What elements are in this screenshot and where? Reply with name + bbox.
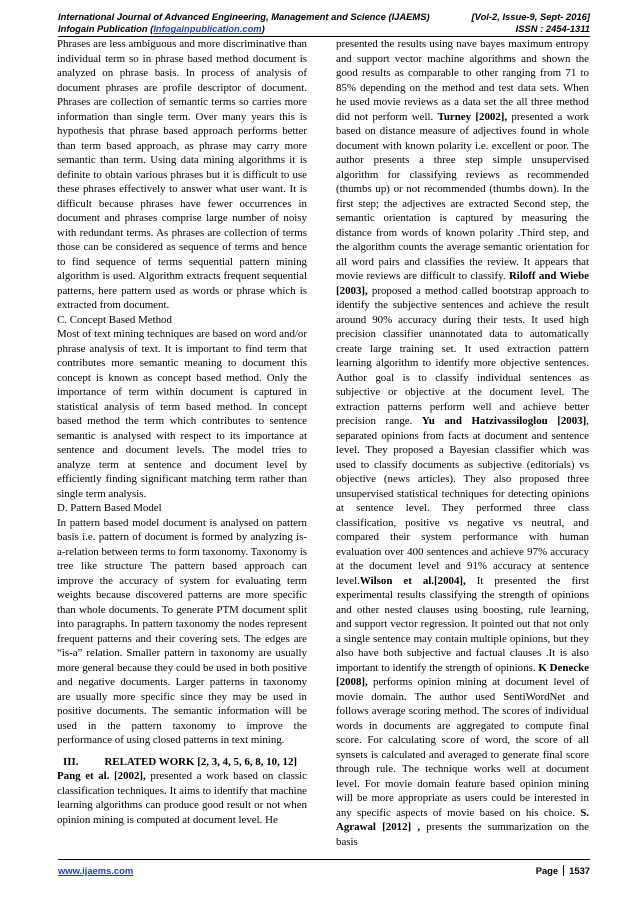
text-run: presented the results using nave bayes maximum entropy and support vector machine algorithms and shown the good results as comparable to other ranging from 71 to 85% depending on the method and test data sets. When he used movie reviews as a data set the all three method did not perform well. — [336, 38, 589, 123]
issn: ISSN : 2454-1311 — [515, 23, 590, 34]
website-link[interactable]: www.ijaems.com — [58, 865, 134, 876]
section-number: III. — [63, 755, 79, 768]
citation-wilson: Wilson et al.[2004], — [359, 574, 466, 587]
paragraph-related-work-continued — [336, 37, 589, 849]
citation-riloff-wiebe: Riloff and Wiebe [2003], — [336, 270, 589, 297]
text-run: presents the summarization on the basis — [336, 821, 589, 848]
section-gap — [57, 748, 307, 755]
journal-title: International Journal of Advanced Engineering, Management and Science (IJAEMS) — [58, 11, 430, 22]
publisher — [58, 23, 265, 35]
publisher-prefix: Infogain Publication ( — [58, 23, 154, 34]
paragraph-related-work — [57, 769, 307, 827]
paragraph-pattern-based: In pattern based model document is analysed on pattern basis i.e. pattern of document is formed by analyzing is-a-relation between terms to form taxonomy. Taxonomy is tree like structure The pattern based approach can improve the accuracy of system for evaluating term weights because discovered patterns are more specific than whole documents. To generate PTM document split into paragraphs. In pattern taxonomy the nodes represent frequent patterns and their covering sets. The edges are “is-a” relation. Smaller pattern in taxonomy are usually more general because they could be used in both positive and negative documents. Larger patterns in taxonomy are usually more specific since they may be used in positive documents. The semantic information will be used in the pattern taxonomy to improve the performance of using closed patterns in text mining. — [57, 516, 307, 746]
page-divider — [563, 865, 564, 876]
text-run: It presented the first experimental results classifying the strength of opinions and other nested clauses using boosting, rule learning, and support vector regression. It pointed out that not only a single sentence may contain multiple opinions, but they also have both subjective and factual clauses .It is also important to identify the strength of opinions. — [336, 574, 589, 674]
citation-pang: Pang et al. [2002], — [57, 770, 146, 782]
citation-denecke: K Denecke [2008], — [336, 661, 589, 688]
page-number: 1537 — [569, 865, 590, 876]
volume-issue: [Vol-2, Issue-9, Sept- 2016] — [471, 11, 590, 22]
heading-related-work — [57, 755, 307, 770]
right-column — [336, 37, 589, 849]
page-indicator — [536, 865, 590, 877]
text-run: performs opinion mining at document level of movie domain. The author used SentiWordNet and follows average scoring method. The scores of individual words in documents are aggregated to compute final score. For calculating score of word, the score of all synsets is calculated and averaged to generate final score through rule. The technique works well at document level. For movie domain feature based opinion mining will be more appropriate as users could be interested in any specific aspects of movie based on his choice. — [336, 676, 589, 819]
left-column — [57, 37, 307, 827]
paragraph-concept-based: Most of text mining techniques are based on word and/or phrase analysis of text. It is important to find term that contributes more semantic meaning to document this concept is known as concept based method. Only the importance of term within document is captured in statistical analysis of term based method. In concept based method the term which contributes to sentence semantic is analysed with respect to its importance at sentence and document levels. The model tries to analyze term at sentence and document level by efficiently finding significant matching term rather than single term analysis. — [57, 328, 307, 500]
related-work-text: presented a work based on classic classification techniques. It aims to identify that machine learning algorithms can produce good result or not when opinion mining is computed at document level. He — [57, 770, 308, 826]
paragraph-phrase-based: Phrases are less ambiguous and more discriminative than individual term so in phrase based method document is analyzed on phrase basis. In process of analysis of document phrases are profile descriptor of document. Phrases are collection of semantic terms so carries more information than single term. Over many years this is hypothesis that phrase based approach performs better than term based approach, as phrase may carry more semantic than term. Using data mining algorithms it is definite to obtain various phrases but it is difficult to use these phrases effectively to answer what user want. It is difficult because phrases have fewer occurrences in document and phrases comprise large number of noisy with redundant terms. As phrases are collection of terms those can be considered as sequence of terms and hence to find sequence of terms sequential pattern mining algorithm is used. Algorithm extracts frequent sequential patterns, here pattern used as words or phrase which is extracted from document. — [57, 38, 307, 311]
citation-agrawal: S. Agrawal [2012] , — [336, 806, 589, 833]
text-run: presented a work based on distance measure of adjectives found in whole document with known polarity i.e. excellent or poor. The author presents a three step simple unsupervised algorithm for classifying reviews as recommended (thumbs up) or not recommended (thumbs down). In the first step; the adjectives are extracted Second step, the semantic orientation is captured by measuring the distance from words of known polarity .Third step, and the algorithm counts the average semantic orientation for all word pairs and classifies the review. It appears that movie reviews are difficult to classify. — [336, 110, 589, 282]
heading-pattern-based-model: D. Pattern Based Model — [57, 502, 162, 514]
heading-concept-based-method: C. Concept Based Method — [57, 313, 172, 326]
publisher-link[interactable]: Infogainpublication.com — [153, 23, 262, 34]
text-run: proposed a method called bootstrap approach to identify the subjective sentences and achieve the result around 90% accuracy during their tests. It used high precision classifier unannotated data to automatically create large training set. It used extraction pattern learning algorithm to identify more objective sentences. Author goal is to classify individual sentences as subjective or objective at the document level. The extraction patterns perform well and achieve better precision range. — [336, 284, 589, 427]
citation-turney: Turney [2002], — [437, 110, 508, 123]
footer-rule — [58, 859, 590, 860]
text-run: , separated opinions from facts at document and sentence level. They proposed a Bayesian classifier which was used to classify documents as subjective (editorials) vs objective (news articles). They also proposed three unsupervised statistical techniques for detecting opinions at sentence level. They performed three class classification, positive vs negative vs neutral, and compared their system performance with human evaluation over 400 sentences and achieve 97% accuracy at the document level and 91% accuracy at sentence level. — [336, 415, 589, 587]
citation-yu-hatzivassiloglou: Yu and Hatzivassiloglou [2003] — [421, 415, 587, 427]
publisher-suffix: ) — [261, 23, 265, 34]
section-title: RELATED WORK [2, 3, 4, 5, 6, 8, 10, 12] — [104, 755, 298, 768]
page-label: Page — [535, 865, 559, 876]
